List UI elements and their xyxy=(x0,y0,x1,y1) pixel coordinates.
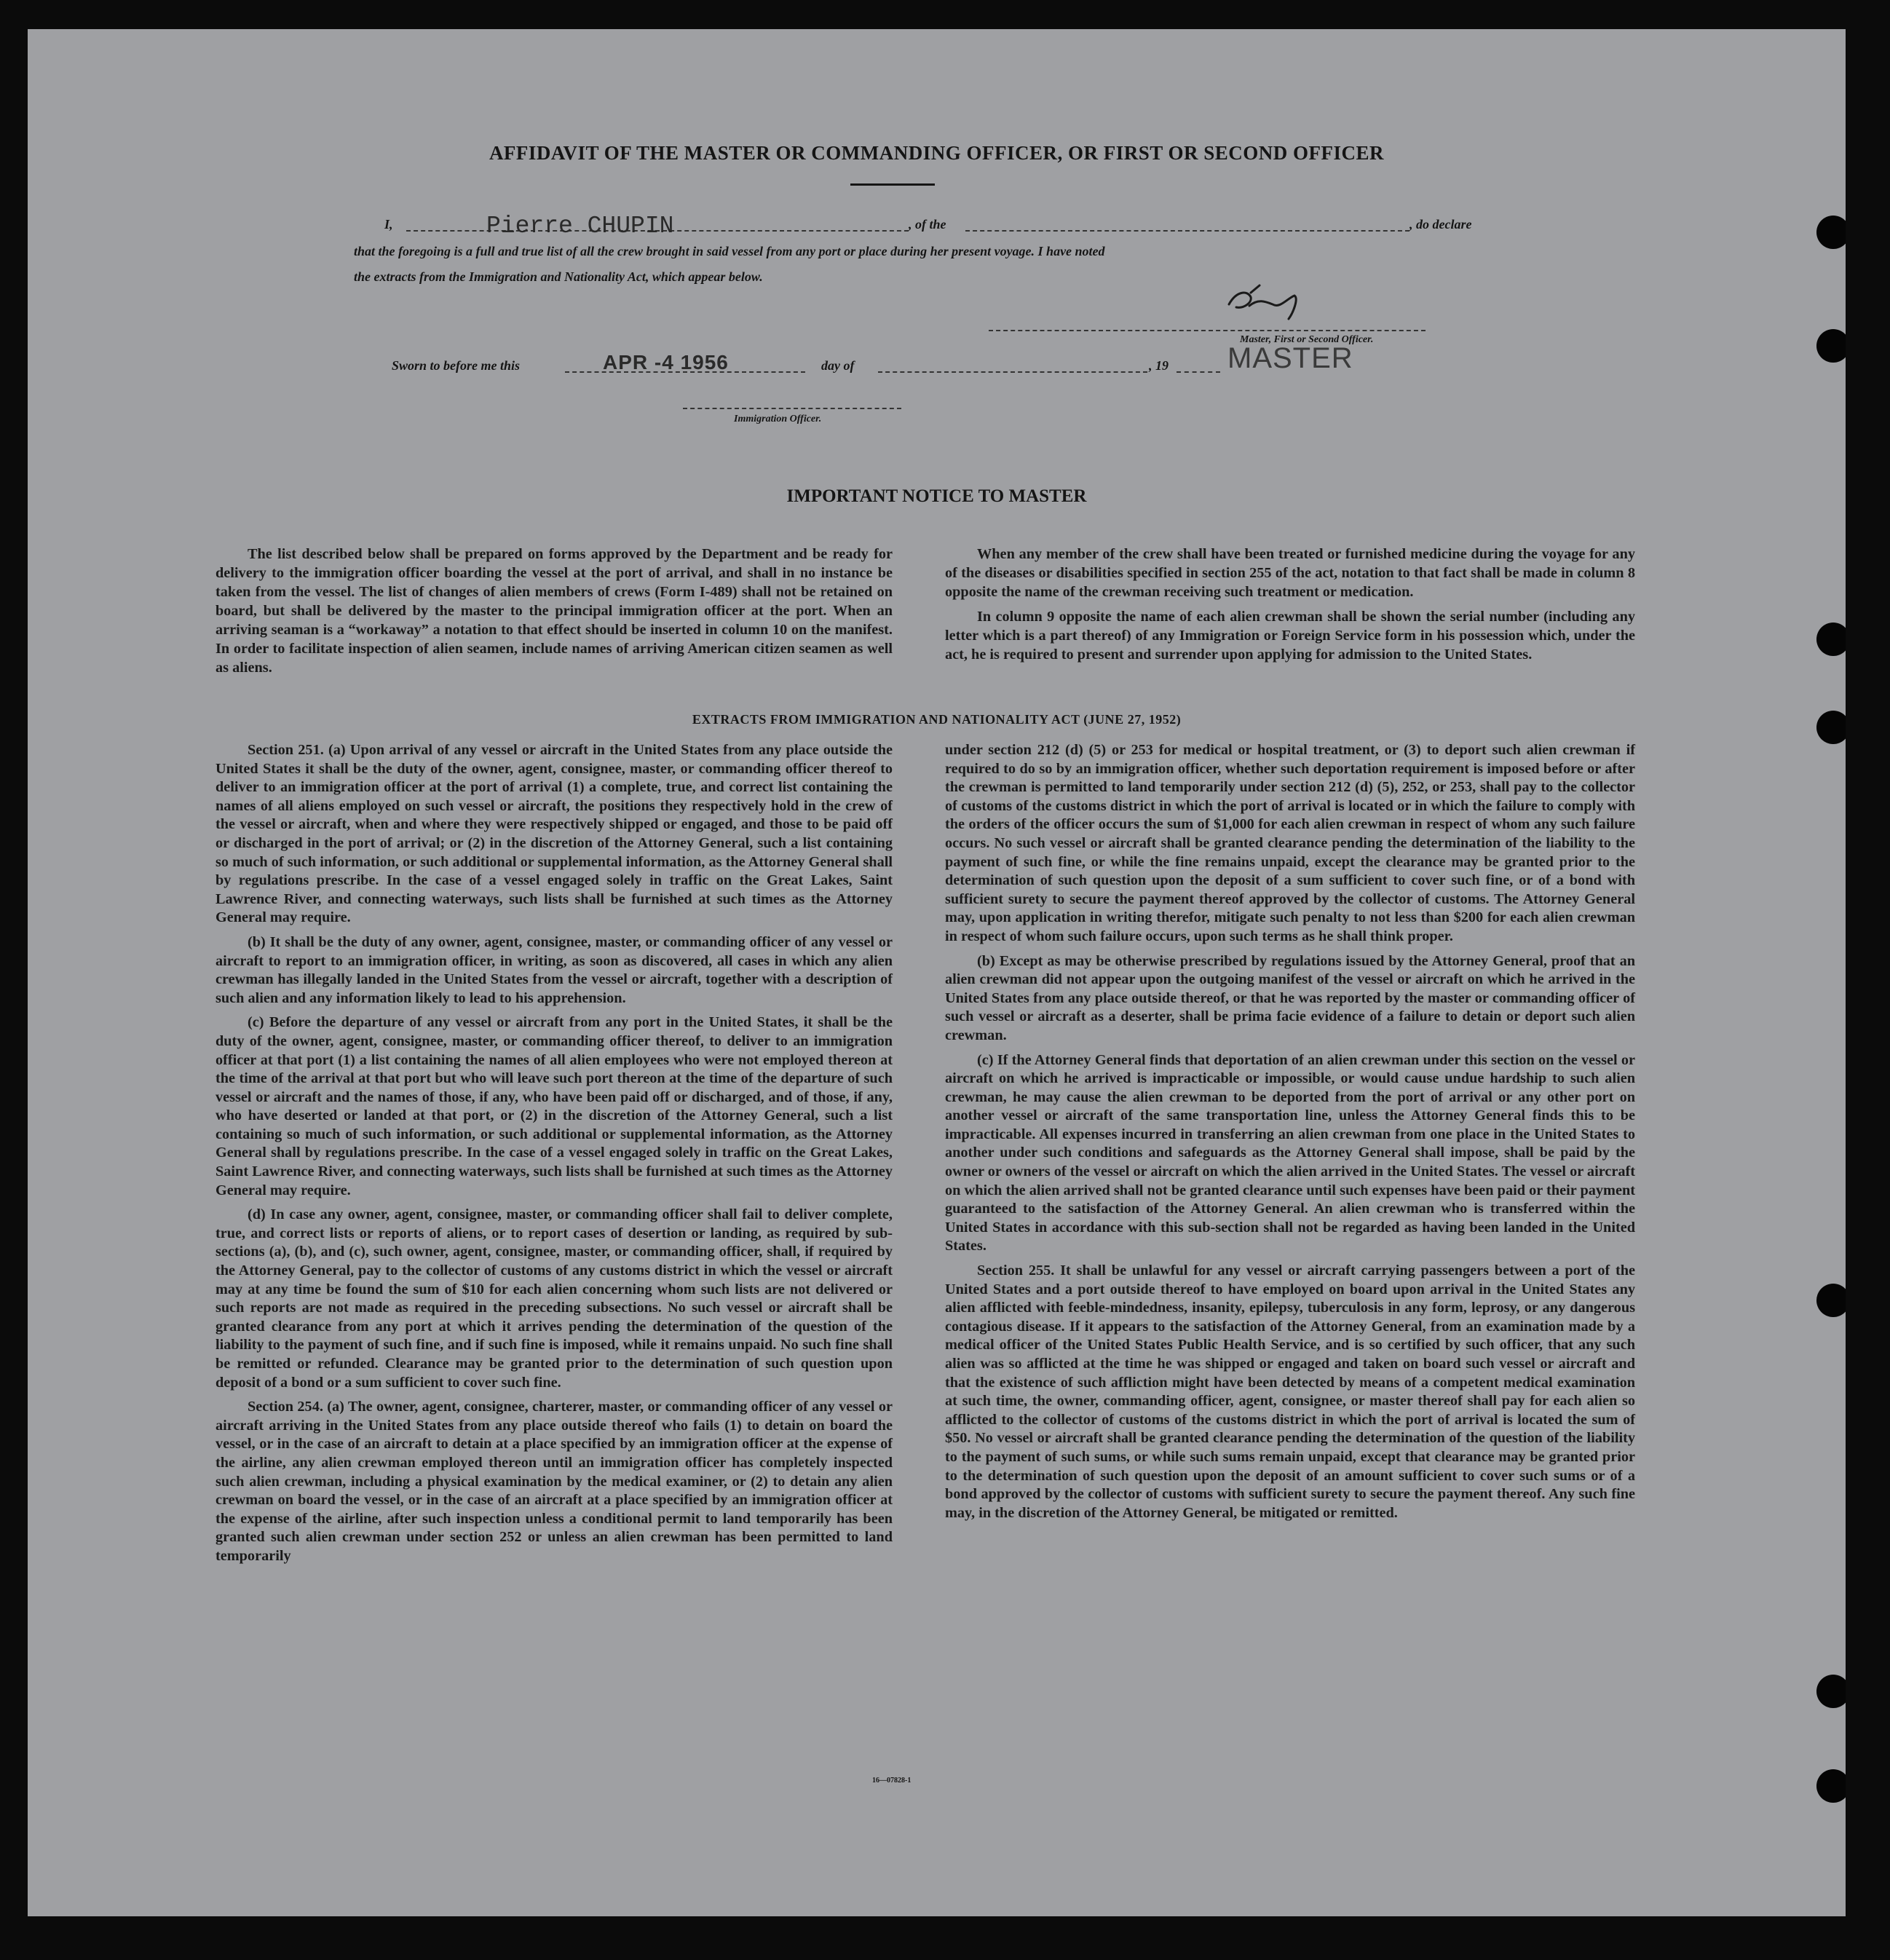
binder-hole xyxy=(1816,1284,1846,1317)
declaration-text: that the foregoing is a full and true list of all the crew brought in said vessel from any port or place during her present voyage. I have noted xyxy=(354,244,1105,258)
notice-paragraph: The list described below shall be prepared on forms approved by the Department and be ready for delivery to the immigration officer boarding the vessel at the port of arrival, and shall in no instance be taken from the vessel. The list of changes of alien members of crews (Form I-489) shall not be retained on board, but shall be delivered by the master to the principal immigration officer at the port. When an arriving seaman is a “workaway” a notation to that effect should be inserted in column 10 on the manifest. In order to facilitate inspection of alien seamen, include names of arriving American citizen seamen as well as aliens. xyxy=(216,546,893,676)
declaration-text-2: the extracts from the Immigration and Nationality Act, which appear below. xyxy=(354,269,763,284)
do-declare-label: , do declare xyxy=(1409,217,1472,232)
binder-hole xyxy=(1816,329,1846,363)
year-field-line xyxy=(1177,371,1220,373)
bleed-through-text xyxy=(63,116,157,1573)
act-paragraph: Section 251. (a) Upon arrival of any vessel or aircraft in the United States from any place outside the United States it shall be the duty of the owner, agent, consignee, master, or commanding officer thereof to deliver to an immigration officer at the port of arrival (1) a complete, true, and correct list containing the names of all aliens employed on such vessel or aircraft, the positions they respectively hold in the crew of the vessel or aircraft, when and where they were respectively shipped or engaged, and those to be paid off or discharged in the port of arrival; or (2) in the discretion of the Attorney General, such a list containing so much of such information, or such additional or supplemental information, as the Attorney General shall by regulations prescribe. In the case of a vessel engaged solely in traffic on the Great Lakes, Saint Lawrence River, and connecting waterways, such lists shall be furnished at such times as the Attorney General may require. xyxy=(216,742,893,926)
notice-left-column xyxy=(216,545,893,683)
act-paragraph: (c) Before the departure of any vessel or aircraft from any port in the United States, it shall be the duty of the owner, agent, consignee, master, or commanding officer thereof, to deliver to an immigration officer at that port (1) a list containing the names of all alien employees who were not employed thereon at the time of the arrival at that port but who will leave such port thereon at the time of the departure of such vessel or aircraft and the names of those, if any, who have been paid off or discharged, and of those, if any, who have deserted or landed at that port, or (2) in the discretion of the Attorney General, such a list containing so much of such information, or such additional or supplemental information, as the Attorney General shall by regulations prescribe. In the case of a vessel engaged solely in traffic on the Great Lakes, Saint Lawrence River, and connecting waterways, such lists shall be furnished at such times as the Attorney General may require. xyxy=(216,1014,893,1198)
form-number: 16—07828-1 xyxy=(872,1777,912,1785)
master-stamp: MASTER xyxy=(1227,342,1353,374)
binder-hole xyxy=(1816,1675,1846,1708)
month-field-line xyxy=(878,371,1147,373)
master-signature xyxy=(1207,277,1338,328)
act-paragraph: (d) In case any owner, agent, consignee, master, or commanding officer shall fail to deliver complete, true, and correct lists or reports of aliens, or to report cases of desertion or landing, as required by sub-sections (a), (b), and (c), such owner, agent, consignee, master, or commanding officer, shall, if required by the Attorney General, pay to the collector of customs of any customs district in which the vessel or aircraft may at any time be found the sum of $10 for each alien concerning whom such lists are not delivered or such reports are not made as required in the preceding subsections. No such vessel or aircraft shall be granted clearance from any port at which it arrives pending the determination of the question of the liability to the payment of such fine, and if such fine is imposed, while it remains unpaid. No such fine shall be remitted or refunded. Clearance may be granted prior to the determination of such question upon deposit of a bond or a sum sufficient to cover such fine. xyxy=(216,1206,893,1391)
notice-paragraph: When any member of the crew shall have been treated or furnished medicine during the voyage for any of the diseases or disabilities specified in section 255 of the act, notation to that fact shall be made in column 8 opposite the name of the crewman receiving such treatment or medication. xyxy=(945,546,1635,600)
sworn-label: Sworn to before me this xyxy=(392,358,521,373)
notice-title: IMPORTANT NOTICE TO MASTER xyxy=(786,486,1087,506)
year-label: , 19 xyxy=(1149,358,1169,373)
act-paragraph: Section 254. (a) The owner, agent, consignee, charterer, master, or commanding officer of any vessel or aircraft arriving in the United States from any place outside thereof who fails (1) to detain on board the vessel, or in the case of an aircraft to detain at a place specified by an immigration officer at the expense of the airline, any alien crewman employed thereon until an immigration officer has completely inspected such alien crewman, including a physical examination by the medical examiner, or (2) to detain any alien crewman on board the vessel, or in the case of an aircraft at a place specified by an immigration officer at the expense of the airline, after such inspection unless a conditional permit to land temporarily has been granted such alien crewman under section 252 or unless an alien crewman has been permitted to land temporarily xyxy=(216,1399,893,1564)
of-the-label: , of the xyxy=(909,217,946,232)
master-signature-line xyxy=(989,330,1426,331)
master-caption: Master, First or Second Officer. xyxy=(1240,334,1374,345)
binder-hole xyxy=(1816,623,1846,656)
document-page xyxy=(28,29,1846,1916)
i-label: I, xyxy=(384,217,393,232)
extracts-left-column xyxy=(216,741,893,1572)
sworn-date-stamp: APR -4 1956 xyxy=(603,351,729,374)
act-paragraph: Section 255. It shall be unlawful for any vessel or aircraft carrying passengers between a port of the United States and a port outside thereof to have employed on board upon arrival in the United States any alien afflicted with feeble-mindedness, insanity, epilepsy, tuberculosis in any form, leprosy, or any dangerous contagious disease. If it appears to the satisfaction of the Attorney General, from an examination made by a medical officer of the United States Public Health Service, and is so certified by such officer, that any such alien was so afflicted at the time he was shipped or engaged and taken on board such vessel or aircraft and that the existence of such affliction might have been detected by means of a competent medical examination at such time, the owner, commanding officer, agent, consignee, or master thereof shall pay for each alien so afflicted to the collector of customs of the customs district in which the port of arrival is located the sum of $50. No vessel or aircraft shall be granted clearance pending the determination of the question of the liability to the payment of such sums, or while such sums remain unpaid, except that clearance may be granted prior to the determination of such question upon the deposit of an amount sufficient to cover such sums or of a bond approved by the collector of customs with sufficient surety to secure the payment thereof. Any such fine may, in the discretion of the Attorney General, be mitigated or remitted. xyxy=(945,1262,1635,1521)
notice-paragraph: In column 9 opposite the name of each alien crewman shall be shown the serial number (including any letter which is a part thereof) of any Immigration or Foreign Service form in his possession which, under the act, he is required to present and surrender upon applying for admission to the United States. xyxy=(945,609,1635,663)
act-paragraph: (b) Except as may be otherwise prescribed by regulations issued by the Attorney General, proof that an alien crewman did not appear upon the outgoing manifest of the vessel or aircraft on which he arrived in the United States from any place outside thereof, or that he was reported by the master or commanding officer of such vessel or aircraft as a deserter, shall be prima facie evidence of a failure to detain or deport such alien crewman. xyxy=(945,952,1635,1043)
binder-hole xyxy=(1816,216,1846,249)
officer-caption: Immigration Officer. xyxy=(734,414,822,424)
title-divider xyxy=(850,183,935,186)
officer-signature-line xyxy=(683,408,901,409)
extracts-title: EXTRACTS FROM IMMIGRATION AND NATIONALITY ACT (JUNE 27, 1952) xyxy=(692,712,1182,727)
extracts-right-column xyxy=(945,741,1635,1528)
notice-right-column xyxy=(945,545,1635,670)
binder-hole xyxy=(1816,1769,1846,1803)
act-paragraph: (c) If the Attorney General finds that deportation of an alien crewman under this section on the vessel or aircraft on which he arrived is impracticable or impossible, or would cause undue hardship to such alien crewman, he may cause the alien crewman to be deported from the port of arrival or any other port on another vessel or aircraft of the same transportation line, unless the Attorney General finds this to be impracticable. All expenses incurred in transferring an alien crewman from one place in the United States to another under such conditions and safeguards as the Attorney General shall impose, shall be paid by the owner or owners of the vessel or aircraft on which the alien arrived in the United States. The vessel or aircraft on which the alien arrived shall not be granted clearance until such expenses have been paid or their payment guaranteed to the satisfaction of the Attorney General. An alien crewman who is transferred within the United States in accordance with this sub-section shall not be regarded as having been landed in the United States. xyxy=(945,1051,1635,1254)
vessel-field-line xyxy=(965,230,1409,232)
act-paragraph: (b) It shall be the duty of any owner, agent, consignee, master, or commanding officer of any vessel or aircraft to report to an immigration officer, in writing, as soon as discovered, all cases in which any alien crewman has illegally landed in the United States from the vessel or aircraft, together with a description of such alien and any information likely to lead to his apprehension. xyxy=(216,933,893,1006)
master-name: Pierre CHUPIN xyxy=(486,213,674,240)
affidavit-title: AFFIDAVIT OF THE MASTER OR COMMANDING OFFICER, OR FIRST OR SECOND OFFICER xyxy=(489,142,1385,164)
act-paragraph: under section 212 (d) (5) or 253 for medical or hospital treatment, or (3) to deport such alien crewman if required to do so by an immigration officer, whether such deportation requirement is imposed before or after the crewman is permitted to land temporarily under section 212 (d) (5), 252, or 253, shall pay to the collector of customs of the customs district in which the port of arrival is located or in which the failure to comply with the orders of the officer occurs the sum of $1,000 for each alien crewman in respect of whom any such failure occurs. No such vessel or aircraft shall be granted clearance pending the determination of the liability to the payment of such fine, or while the fine remains unpaid, except the clearance may be granted prior to the determination of such question upon the deposit of a sum sufficient to cover such fine, or of a bond with sufficient surety to secure the payment thereof approved by the collector of customs. The Attorney General may, upon application in writing therefor, mitigate such penalty to not less than $200 for each alien crewman in respect of whom such failure occurs, upon such terms as he shall think proper. xyxy=(945,742,1635,944)
day-of-label: day of xyxy=(821,358,855,373)
